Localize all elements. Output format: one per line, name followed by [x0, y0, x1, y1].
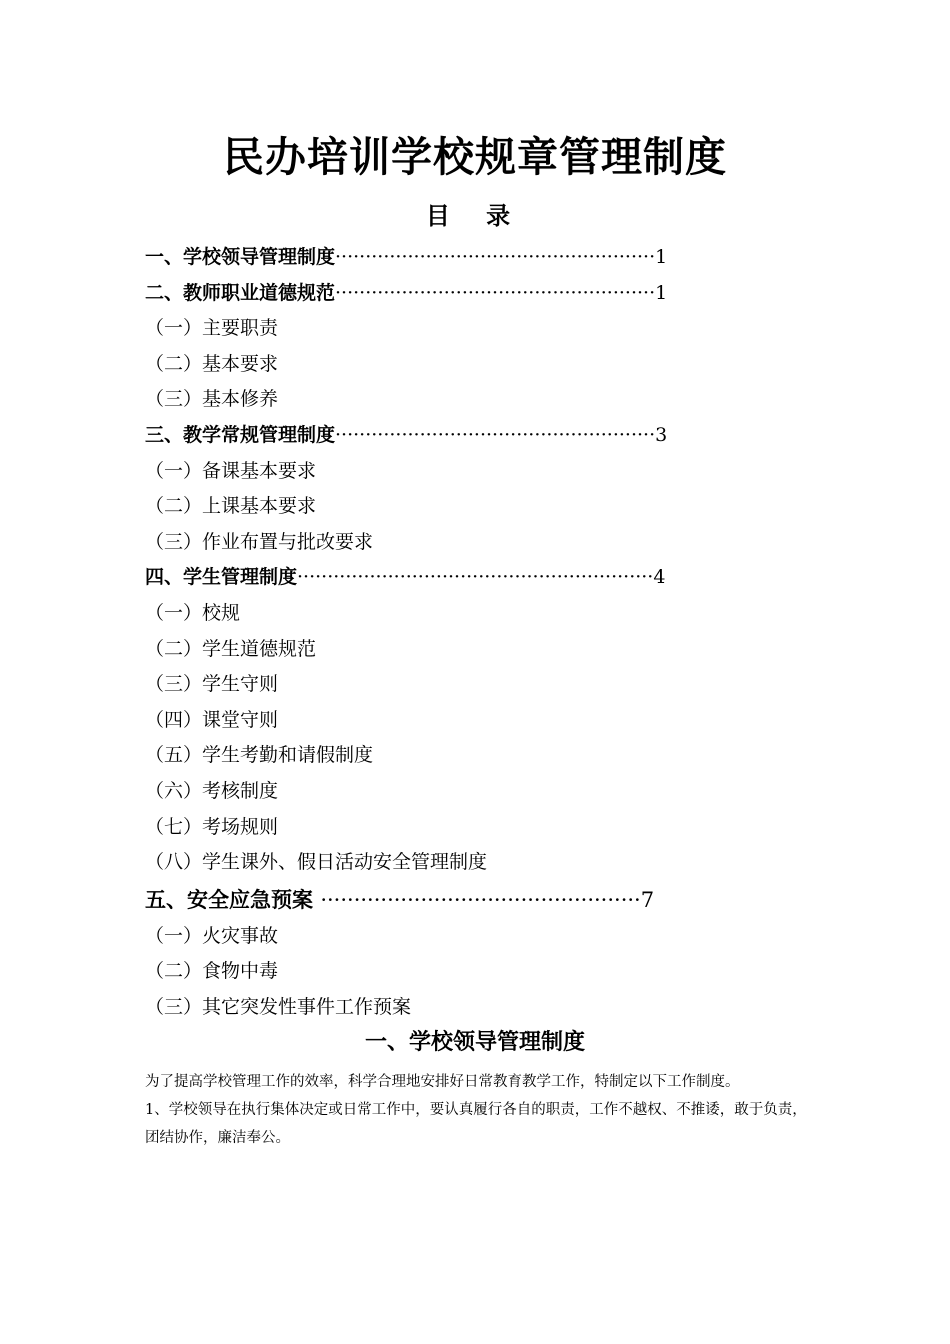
toc-entry[interactable]: [145, 240, 825, 276]
toc-entry-label: （三）学生守则: [145, 673, 279, 696]
toc-entry[interactable]: [145, 596, 825, 632]
toc-entry-label: （二）学生道德规范: [145, 637, 317, 660]
toc-entry[interactable]: [145, 919, 825, 955]
body-text: [145, 1068, 815, 1152]
toc-entry[interactable]: [145, 525, 825, 561]
toc-entry[interactable]: [145, 881, 825, 919]
toc-entry-label: 四、学生管理制度: [145, 566, 298, 589]
toc-entry-label: 二、教师职业道德规范: [145, 281, 336, 304]
toc-entry[interactable]: [145, 667, 825, 703]
toc-entry[interactable]: [145, 954, 825, 990]
toc-dot-leader: ·····················································: [335, 281, 656, 304]
toc-page-number: 3: [655, 423, 668, 446]
toc-entry-label: （七）考场规则: [145, 815, 279, 838]
toc-entry-label: （二）基本要求: [145, 352, 279, 375]
toc-entry[interactable]: [145, 276, 825, 312]
paragraph: 1、学校领导在执行集体决定或日常工作中，要认真履行各自的职责，工作不越权、不推诿，敢于负责，团结协作，廉洁奉公。: [145, 1102, 807, 1146]
section-heading: 一、学校领导管理制度: [364, 1030, 585, 1055]
toc-entry-label: （三）作业布置与批改要求: [145, 530, 374, 553]
toc-entry-label: （五）学生考勤和请假制度: [145, 744, 374, 767]
toc-entry-label: 三、教学常规管理制度: [145, 423, 336, 446]
toc-entry-label: （一）备课基本要求: [145, 459, 317, 482]
toc-entry-label: （一）主要职责: [145, 317, 279, 340]
toc-entry-label: （三）其它突发性事件工作预案: [145, 995, 412, 1018]
toc-dot-leader: ·····················································: [335, 246, 656, 268]
toc-entry[interactable]: [145, 738, 825, 774]
toc-dot-leader: ·····················································: [335, 423, 656, 446]
toc-entry[interactable]: [145, 774, 825, 810]
toc-entry[interactable]: [145, 845, 825, 881]
document-title: 民办培训学校规章管理制度: [223, 133, 727, 181]
table-of-contents: [145, 240, 825, 1025]
toc-entry[interactable]: [145, 810, 825, 846]
toc-entry-label: （六）考核制度: [145, 779, 279, 802]
paragraph: 为了提高学校管理工作的效率，科学合理地安排好日常教育教学工作，特制定以下工作制度。: [145, 1074, 740, 1090]
toc-entry-label: （二）上课基本要求: [145, 495, 317, 518]
toc-page-number: 1: [655, 246, 668, 268]
toc-dot-leader: ···························································: [297, 566, 654, 589]
toc-entry-label: 一、学校领导管理制度: [145, 246, 336, 268]
toc-entry-label: （一）校规: [145, 601, 241, 624]
toc-entry-label: （三）基本修养: [145, 388, 279, 411]
toc-dot-leader: ················································: [320, 887, 641, 912]
toc-entry-label: （一）火灾事故: [145, 924, 279, 947]
toc-entry[interactable]: [145, 454, 825, 490]
toc-entry[interactable]: [145, 632, 825, 668]
toc-entry[interactable]: [145, 990, 825, 1026]
toc-entry-label: 五、安全应急预案: [145, 887, 321, 912]
toc-page-number: 1: [655, 281, 668, 304]
toc-page-number: 7: [640, 887, 655, 912]
toc-entry[interactable]: [145, 347, 825, 383]
toc-entry-label: （八）学生课外、假日活动安全管理制度: [145, 851, 488, 874]
toc-entry[interactable]: [145, 382, 825, 418]
toc-entry[interactable]: [145, 418, 825, 454]
toc-entry-label: （二）食物中毒: [145, 960, 279, 983]
toc-entry[interactable]: [145, 703, 825, 739]
toc-entry-label: （四）课堂守则: [145, 708, 279, 731]
toc-page-number: 4: [653, 566, 666, 589]
toc-entry[interactable]: [145, 560, 825, 596]
toc-entry[interactable]: [145, 311, 825, 347]
toc-entry[interactable]: [145, 489, 825, 525]
toc-heading: 目 录: [425, 202, 525, 230]
